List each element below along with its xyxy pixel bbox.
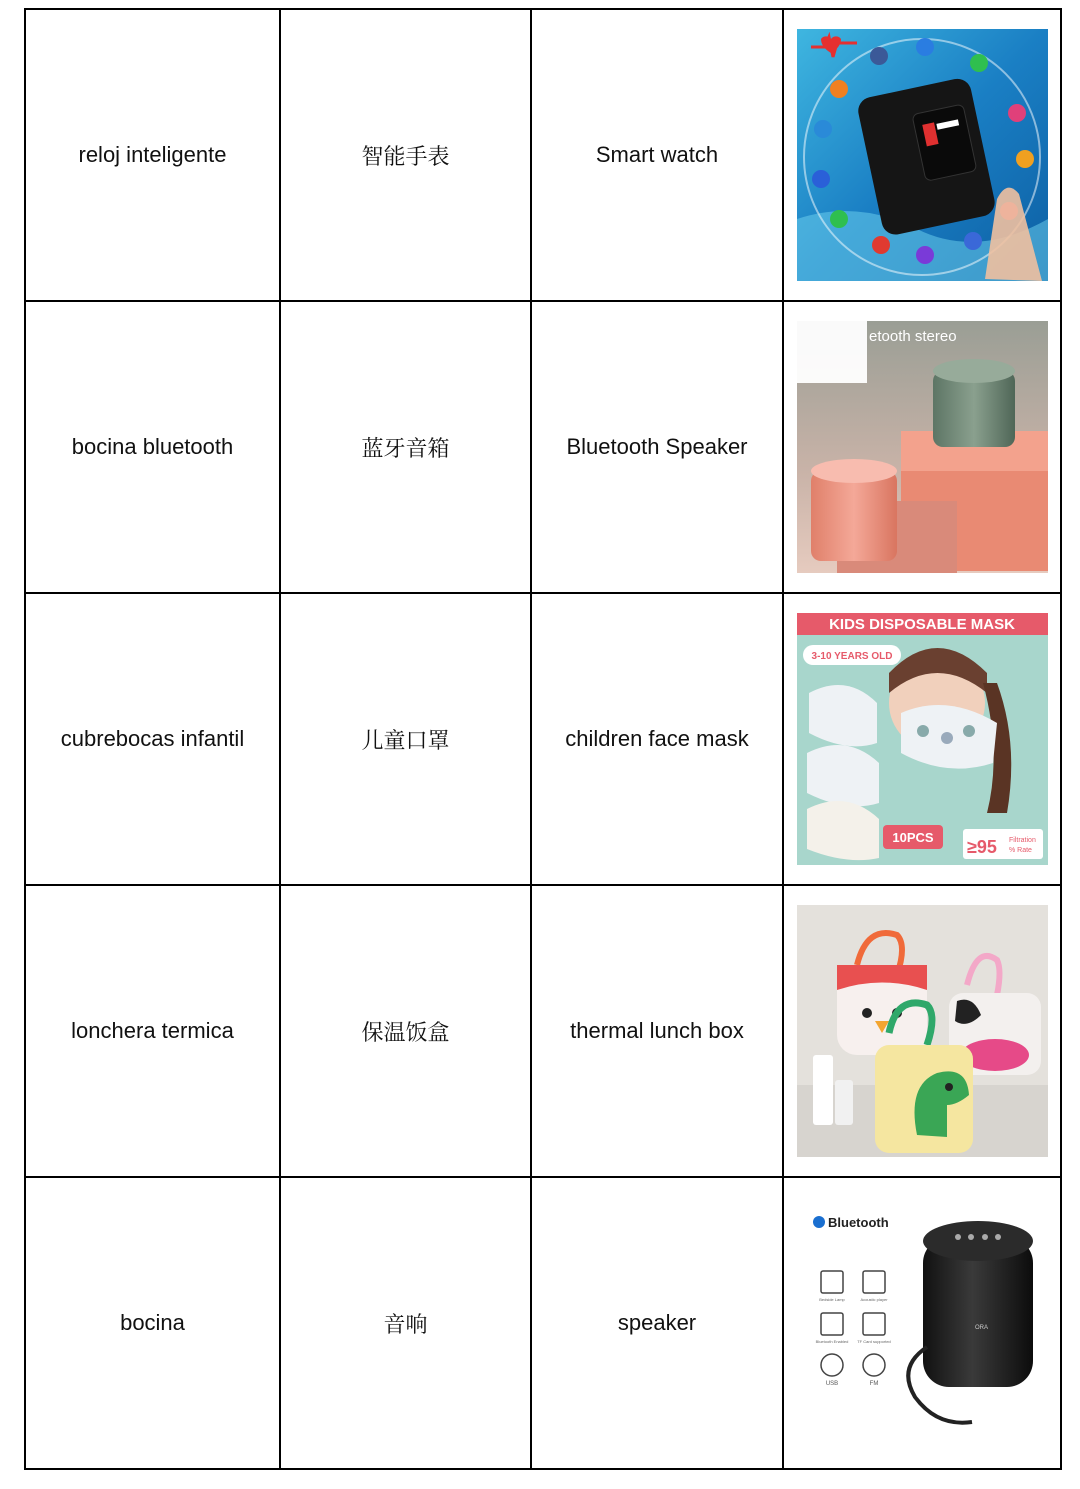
chinese-cell: [280, 593, 531, 885]
chinese-cell: [280, 301, 531, 593]
spanish-cell: [25, 301, 280, 593]
kids-mask-photo: [797, 613, 1048, 865]
spanish-cell: [25, 885, 280, 1177]
english-cell: [531, 1177, 783, 1469]
english-term: children face mask: [565, 726, 749, 751]
spanish-cell: [25, 1177, 280, 1469]
chinese-cell: [280, 885, 531, 1177]
chinese-term: 音响: [383, 1311, 428, 1337]
table-row: [25, 9, 1061, 301]
chinese-term: 儿童口罩: [361, 727, 450, 753]
spanish-term: bocina bluetooth: [71, 434, 234, 459]
speaker-brand: Bluetooth: [827, 1215, 889, 1230]
english-term: thermal lunch box: [570, 1018, 744, 1043]
english-cell: [531, 593, 783, 885]
bluetooth-speaker-photo: [797, 321, 1048, 573]
spanish-term: cubrebocas infantil: [60, 726, 245, 751]
chinese-cell: [280, 1177, 531, 1469]
spanish-term: reloj inteligente: [78, 142, 227, 167]
table-row: [25, 301, 1061, 593]
chinese-term: 保温饭盒: [361, 1019, 450, 1045]
image-cell: [783, 301, 1061, 593]
svg-text:Bluetooth Enabled: Bluetooth Enabled: [815, 1339, 848, 1344]
speaker-photo: [797, 1197, 1048, 1449]
table-row: [25, 1177, 1061, 1469]
english-cell: [531, 301, 783, 593]
english-cell: [531, 885, 783, 1177]
svg-text:Bedside Lamp: Bedside Lamp: [818, 1297, 845, 1302]
mask-filtration: ≥95: [966, 837, 997, 857]
mask-age: 3-10 YEARS OLD: [811, 651, 892, 662]
svg-text:TF Card supported: TF Card supported: [856, 1339, 891, 1344]
product-table: [24, 8, 1062, 1470]
english-term: speaker: [617, 1310, 697, 1335]
mask-filtration-label: Filtration: [1008, 837, 1036, 844]
mask-title: KIDS DISPOSABLE MASK: [828, 616, 1015, 633]
chinese-cell: [280, 9, 531, 301]
english-term: Smart watch: [595, 142, 719, 167]
chinese-term: 蓝牙音箱: [361, 435, 450, 461]
image-cell: [783, 1177, 1061, 1469]
spanish-term: bocina: [120, 1310, 185, 1335]
image-cell: [783, 885, 1061, 1177]
speaker-logo: ORA: [974, 1325, 988, 1331]
mask-count: 10PCS: [891, 830, 934, 845]
image-cell: [783, 9, 1061, 301]
mask-rate-label: % Rate: [1008, 847, 1032, 854]
chinese-term: 智能手表: [361, 143, 450, 169]
english-cell: [531, 9, 783, 301]
table-row: [25, 593, 1061, 885]
spanish-term: lonchera termica: [71, 1018, 234, 1043]
speaker-banner-text: etooth stereo: [868, 328, 957, 345]
image-cell: [783, 593, 1061, 885]
english-term: Bluetooth Speaker: [566, 434, 748, 459]
svg-text:Acoustic player: Acoustic player: [859, 1297, 888, 1302]
lunch-box-photo: [797, 905, 1048, 1157]
table-row: [25, 885, 1061, 1177]
smartwatch-photo: [797, 29, 1048, 281]
svg-text:FM: FM: [869, 1381, 878, 1387]
spanish-cell: [25, 593, 280, 885]
spanish-cell: [25, 9, 280, 301]
svg-text:USB: USB: [825, 1381, 838, 1387]
